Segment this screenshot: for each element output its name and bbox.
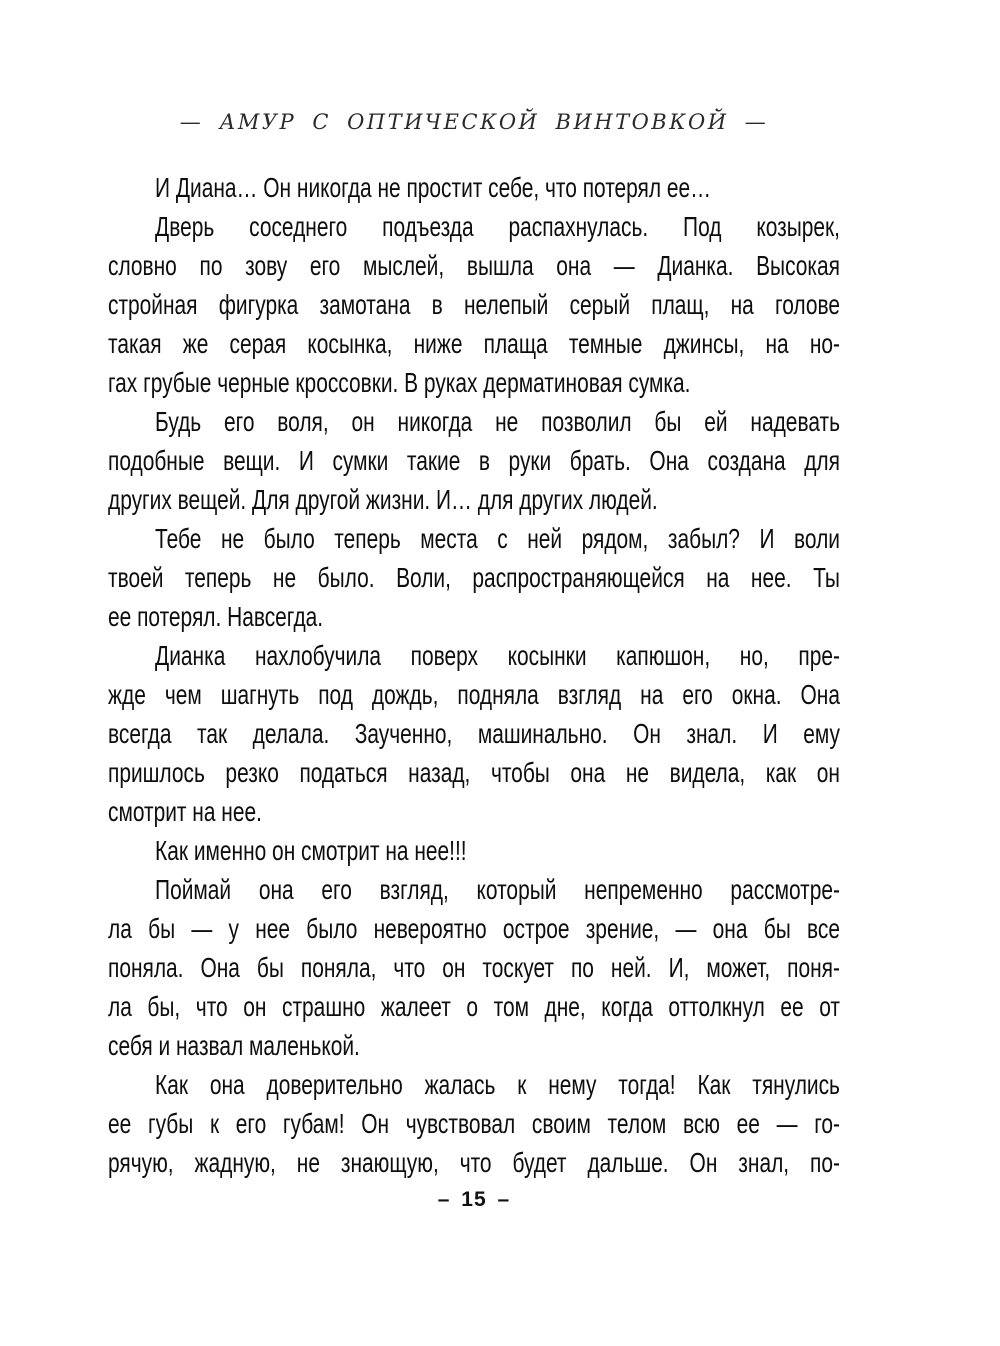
running-header: — АМУР С ОПТИЧЕСКОЙ ВИНТОВКОЙ — (179, 110, 769, 134)
body-text (108, 168, 840, 1182)
text-line: всегда так делала. Заученно, машинально. Он знал. И ему (108, 718, 840, 749)
text-line: гах грубые черные кроссовки. В руках дерматиновая сумка. (108, 367, 691, 398)
text-line: И Диана… Он никогда не простит себе, что потерял ее… (155, 172, 712, 203)
text-line: ла бы, что он страшно жалеет о том дне, когда оттолкнул ее от (108, 991, 840, 1022)
text-line: смотрит на нее. (108, 796, 262, 827)
paragraph (108, 207, 840, 402)
text-line: Как именно он смотрит на нее!!! (155, 835, 467, 866)
text-line: такая же серая косынка, ниже плаща темные джинсы, на но- (108, 328, 840, 359)
paragraph (108, 636, 840, 831)
paragraph (108, 831, 840, 870)
page-number: – 15 – (437, 1188, 511, 1211)
paragraph (108, 1065, 840, 1182)
paragraph (108, 168, 840, 207)
paragraph (108, 870, 840, 1065)
text-line: Тебе не было теперь места с ней рядом, забыл? И воли (155, 523, 840, 554)
text-line: ее губы к его губам! Он чувствовал своим телом всю ее — го- (108, 1108, 840, 1139)
text-line: жде чем шагнуть под дождь, подняла взгляд на его окна. Она (108, 679, 840, 710)
paragraph (108, 402, 840, 519)
text-line: стройная фигурка замотана в нелепый серый плащ, на голове (108, 289, 840, 320)
text-line: словно по зову его мыслей, вышла она — Дианка. Высокая (108, 250, 840, 281)
text-line: пришлось резко податься назад, чтобы она не видела, как он (108, 757, 840, 788)
text-line: других вещей. Для другой жизни. И… для других людей. (108, 484, 658, 515)
text-line: рячую, жадную, не знающую, что будет дальше. Он знал, по- (108, 1147, 840, 1178)
paragraphs-container (108, 168, 840, 1182)
text-line: Дианка нахлобучила поверх косынки капюшон, но, пре- (155, 640, 840, 671)
text-line: ла бы — у нее было невероятно острое зрение, — она бы все (108, 913, 840, 944)
text-line: Дверь соседнего подъезда распахнулась. Под козырек, (155, 211, 840, 242)
text-line: Как она доверительно жалась к нему тогда! Как тянулись (155, 1069, 840, 1100)
paragraph (108, 519, 840, 636)
text-line: поняла. Она бы поняла, что он тоскует по ней. И, может, поня- (108, 952, 840, 983)
text-line: ее потерял. Навсегда. (108, 601, 324, 632)
text-line: себя и назвал маленькой. (108, 1030, 360, 1061)
text-line: Будь его воля, он никогда не позволил бы ей надевать (155, 406, 840, 437)
text-line: твоей теперь не было. Воли, распространяющейся на нее. Ты (108, 562, 840, 593)
text-line: Поймай она его взгляд, который непременно рассмотре- (155, 874, 840, 905)
text-line: подобные вещи. И сумки такие в руки брать. Она создана для (108, 445, 840, 476)
